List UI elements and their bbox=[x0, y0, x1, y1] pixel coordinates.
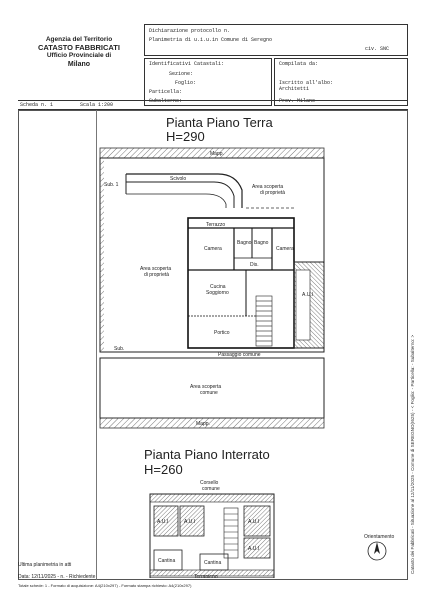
svg-text:di proprietà: di proprietà bbox=[260, 190, 286, 196]
label-cantina2: Cantina bbox=[204, 560, 222, 566]
side-note: Catasto dei Fabbricati - Situazione al 12/11/2025 - Comune di SEREGNO(I625) - < Foglio: - Particella: - Subalterno: > bbox=[410, 334, 415, 574]
label-dis: Dis. bbox=[250, 262, 259, 268]
agency-office: Ufficio Provinciale di bbox=[46, 52, 112, 59]
agency-title: CATASTO FABBRICATI bbox=[38, 43, 120, 52]
label-terrazzo: Terrazzo bbox=[206, 222, 226, 228]
basement-plan bbox=[140, 478, 280, 578]
subalterno-label: Subalterno: bbox=[149, 98, 183, 104]
label-area-comune: Area scoperta bbox=[190, 384, 222, 390]
footer-line2: Data: 12/11/2025 - n. - Richiedente bbox=[18, 574, 96, 580]
label-cantina1: Cantina bbox=[158, 558, 176, 564]
foglio-label: Foglio: bbox=[175, 80, 197, 86]
ident-title: Identificativi Catastali: bbox=[149, 61, 225, 67]
svg-text:di proprietà: di proprietà bbox=[144, 272, 170, 278]
label-scivolo: Scivolo bbox=[170, 176, 187, 182]
label-sub1: Sub. 1 bbox=[104, 182, 119, 188]
footer-line1: Ultima planimetria in atti bbox=[18, 562, 72, 568]
plan1-height: H=290 bbox=[166, 129, 205, 144]
iscritto-label: Iscritto all'albo: bbox=[279, 80, 334, 86]
north-arrow-icon bbox=[366, 540, 388, 562]
plan1-title: Pianta Piano Terra bbox=[166, 115, 273, 130]
plan2-height: H=260 bbox=[144, 462, 183, 477]
label-aui4: A.U.I bbox=[248, 546, 260, 552]
agency-city: Milano bbox=[67, 61, 91, 68]
label-aui2: A.U.I bbox=[184, 519, 196, 525]
declaration-number: Dichiarazione protocollo n. bbox=[149, 28, 231, 34]
label-bagno1: Bagno bbox=[237, 240, 252, 246]
scale-label: Scala 1:200 bbox=[80, 102, 114, 108]
label-mapp-bottom: Mapp. bbox=[196, 421, 210, 427]
prov-label: Prov. Milano bbox=[279, 98, 316, 104]
scheda-row bbox=[18, 100, 408, 110]
compilata-label: Compilata da: bbox=[279, 61, 319, 67]
label-corsello: Corsello bbox=[200, 480, 219, 486]
svg-text:comune: comune bbox=[202, 486, 220, 492]
label-area-ovest: Area scoperta bbox=[140, 266, 172, 272]
declaration-box bbox=[144, 24, 408, 56]
label-camera1: Camera bbox=[204, 246, 222, 252]
label-aui3: A.U.I bbox=[248, 519, 260, 525]
agency-block bbox=[18, 36, 140, 69]
label-cucina: Cucina bbox=[210, 284, 226, 290]
label-bagno2: Bagno bbox=[254, 240, 269, 246]
compilata-box bbox=[274, 58, 408, 106]
scheda-number: Scheda n. 1 bbox=[20, 102, 54, 108]
identificativi-box bbox=[144, 58, 272, 106]
label-camera2: Camera bbox=[276, 246, 294, 252]
architetti-label: Architetti bbox=[279, 86, 310, 92]
orientation-label: Orientamento bbox=[364, 534, 395, 540]
ground-floor-plan bbox=[96, 146, 326, 436]
label-sub: Sub. bbox=[114, 346, 125, 352]
label-portico: Portico bbox=[214, 330, 230, 336]
sezione-label: Sezione: bbox=[169, 71, 194, 77]
label-aui1: A.U.I bbox=[157, 519, 169, 525]
label-aui: A.U.I bbox=[302, 292, 314, 298]
particella-label: Particella: bbox=[149, 89, 183, 95]
svg-text:Soggiorno: Soggiorno bbox=[206, 290, 229, 296]
svg-text:comune: comune bbox=[200, 390, 218, 396]
label-terrapieno: Terrapieno bbox=[194, 574, 218, 578]
plan2-title: Pianta Piano Interrato bbox=[144, 447, 270, 462]
civico: civ. SNC bbox=[365, 46, 390, 52]
label-area-nord: Area scoperta bbox=[252, 184, 284, 190]
label-passaggio: Passaggio comune bbox=[218, 352, 261, 358]
agency-name: Agenzia del Territorio bbox=[45, 36, 113, 43]
label-mapp-top: Mapp. bbox=[210, 151, 224, 157]
planimetria-title: Planimetria di u.i.u.in Comune di Seregno bbox=[149, 37, 273, 43]
footer-line3: Totale schede: 1 - Formato di acquisizione: A4(210x297) - Formato stampa richiesto: A4(210x297) bbox=[18, 583, 192, 588]
